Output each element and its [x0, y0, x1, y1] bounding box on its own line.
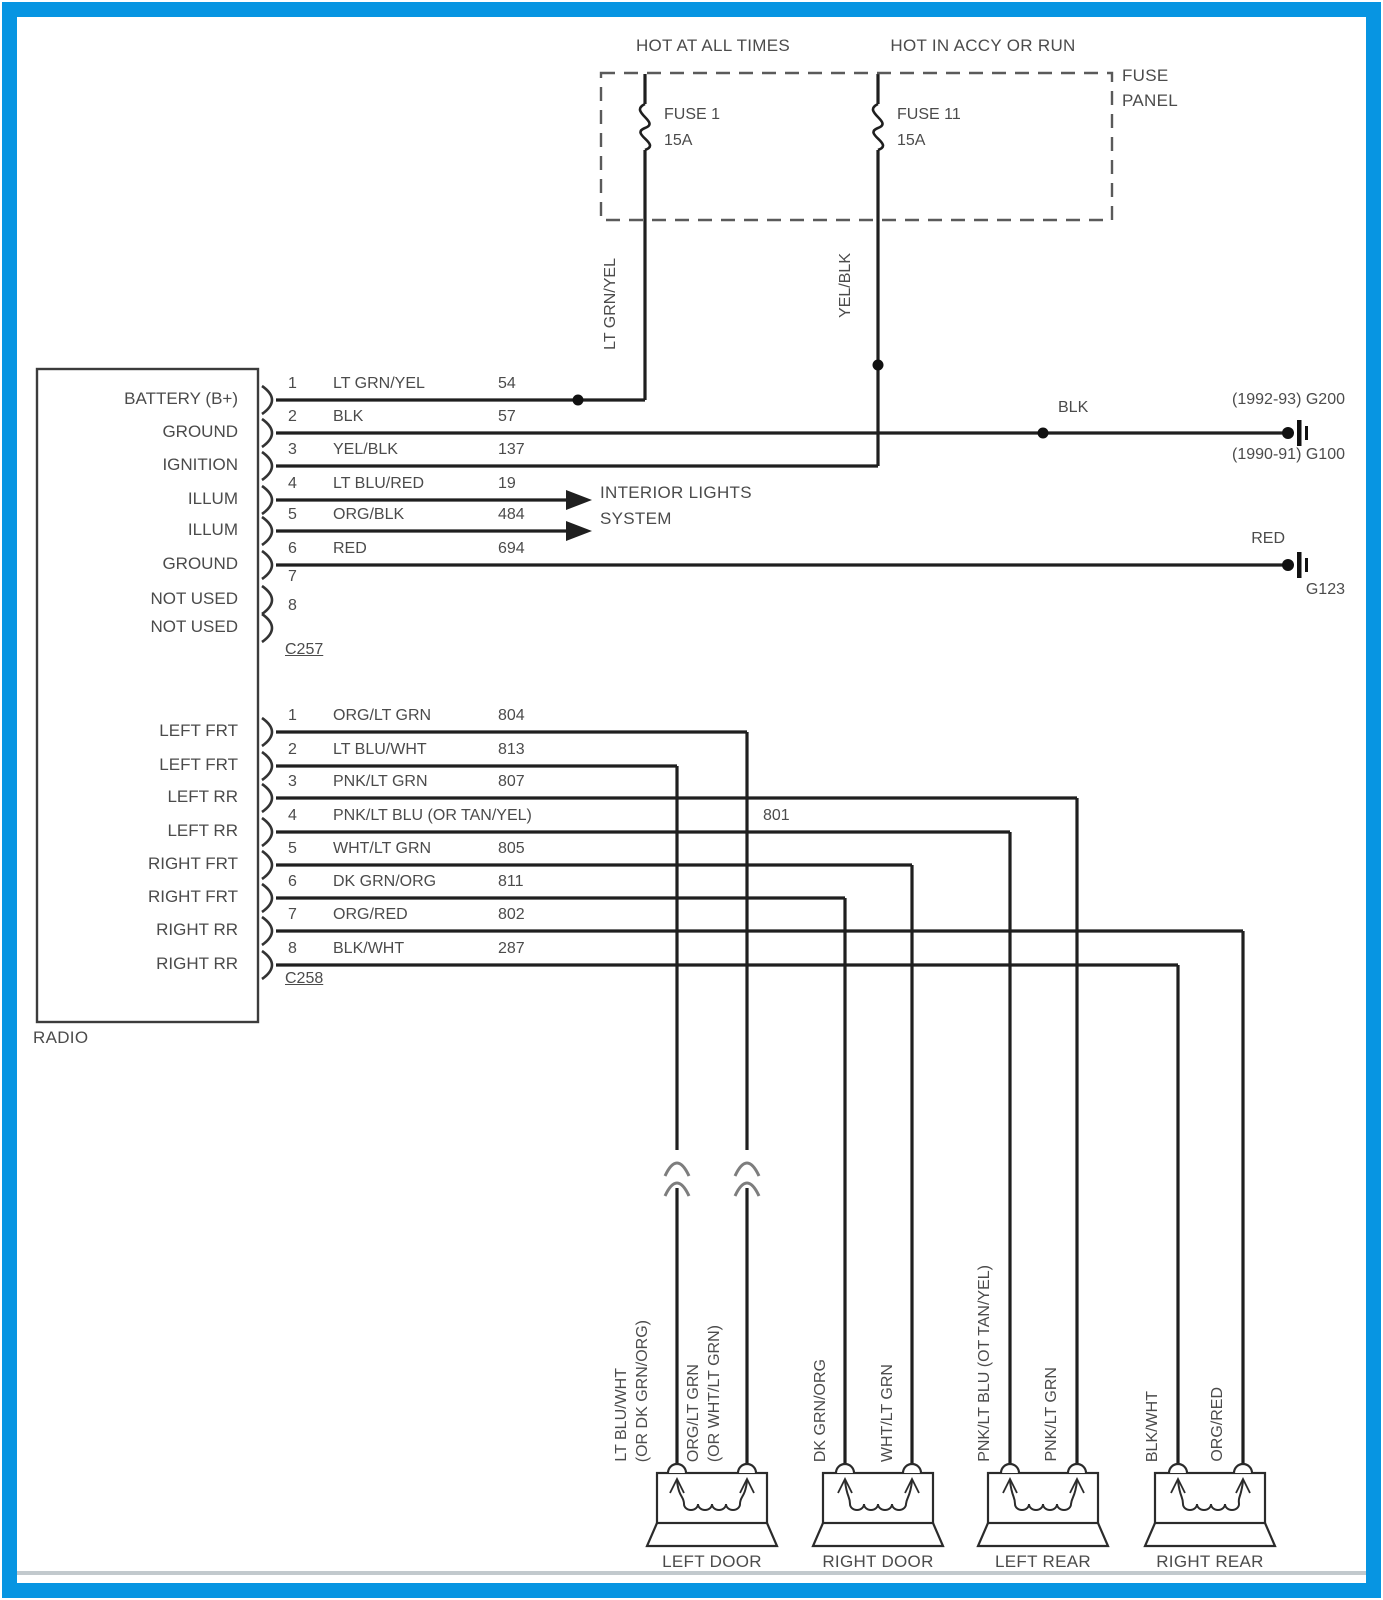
c257-wire-1: LT GRN/YEL [333, 375, 425, 392]
speaker-wire-label-pnk-lt-blu [976, 1265, 994, 1462]
speaker-name-right-rear: RIGHT REAR [1156, 1552, 1264, 1571]
speaker-wire-label-pnk-lt-grn [1043, 1367, 1061, 1462]
fuse-11-symbol [873, 104, 883, 150]
c257-wire-2: BLK [333, 408, 364, 425]
c258-ckt-6: 811 [498, 873, 524, 890]
c257-ckt-1: 54 [498, 375, 516, 392]
c258-wire-3: PNK/LT GRN [333, 773, 428, 790]
wire-color-text: LT BLU/WHT [613, 1368, 630, 1462]
wire-color-text: BLK/WHT [1144, 1390, 1161, 1462]
c258-pin-5: 5 [288, 840, 297, 857]
radio-fn-left-frt-1: LEFT FRT [159, 721, 238, 740]
feed-header-hot-at-all-times: HOT AT ALL TIMES [635, 36, 791, 55]
ground-symbol-g200 [1282, 420, 1308, 446]
c258-ckt-1: 804 [498, 707, 525, 724]
radio-fn-ground-1: GROUND [162, 422, 238, 441]
speaker-left-door [647, 1464, 777, 1546]
c258-ckt-5: 805 [498, 840, 525, 857]
fuse-1-symbol [640, 104, 650, 150]
radio-fn-ignition: IGNITION [162, 455, 238, 474]
speaker-right-rear [1145, 1464, 1275, 1546]
c258-wire-1: ORG/LT GRN [333, 707, 432, 724]
wire-color-text: PNK/LT GRN [1043, 1367, 1060, 1462]
radio-fn-illum-1: ILLUM [187, 489, 238, 508]
ground-label-g123: G123 [1305, 581, 1345, 598]
speaker-name-left-rear: LEFT REAR [995, 1552, 1091, 1571]
c258-ckt-4: 801 [763, 807, 790, 824]
feed-header-hot-in-accy: HOT IN ACCY OR RUN [890, 36, 1076, 55]
feed-wire-label-lt-grn-yel [602, 258, 620, 350]
interior-lights-arrows [566, 490, 592, 541]
c257-wire-6: RED [333, 540, 367, 557]
c257-ckt-6: 694 [498, 540, 525, 557]
c257-wires [276, 400, 1284, 565]
radio-fn-battery: BATTERY (B+) [124, 389, 238, 408]
c258-wire-4: PNK/LT BLU (OR TAN/YEL) [333, 807, 532, 824]
c258-wire-7: ORG/RED [333, 906, 408, 923]
ground-label-g100: (1990-91) G100 [1232, 446, 1345, 463]
c257-pin-5: 5 [288, 506, 297, 523]
c258-wire-8: BLK/WHT [333, 940, 405, 957]
radio-fn-left-rr-2: LEFT RR [167, 821, 238, 840]
wire-color-alt-text: (OR DK GRN/ORG) [634, 1319, 651, 1462]
c258-pin-3: 3 [288, 773, 297, 790]
bottom-divider-rule [17, 1571, 1366, 1575]
c257-wire-5: ORG/BLK [333, 506, 405, 523]
c258-ckt-7: 802 [498, 906, 525, 923]
ground-symbol-g123 [1282, 552, 1308, 578]
speaker-wire-label-org-red [1209, 1387, 1227, 1462]
c258-pin-6: 6 [288, 873, 297, 890]
wire-color-text: DK GRN/ORG [812, 1358, 829, 1462]
wire-color-alt-text: (OR WHT/LT GRN) [706, 1324, 723, 1462]
interior-lights-label-2: SYSTEM [600, 509, 672, 528]
speaker-name-right-door: RIGHT DOOR [822, 1552, 934, 1571]
wire-color-text: WHT/LT GRN [879, 1363, 896, 1462]
feed-wire-label-yel-blk [837, 253, 855, 318]
radio-label: RADIO [33, 1028, 89, 1047]
ground-label-g200: (1992-93) G200 [1232, 391, 1345, 408]
c258-wire-2: LT BLU/WHT [333, 741, 427, 758]
wire-color-text: PNK/LT BLU (OT TAN/YEL) [976, 1265, 993, 1462]
speaker-drop-wires [677, 732, 1243, 1464]
c258-pin-7: 7 [288, 906, 297, 923]
c257-ckt-5: 484 [498, 506, 525, 523]
wire-color-text: ORG/LT GRN [685, 1363, 702, 1462]
c257-ckt-2: 57 [498, 408, 516, 425]
c257-pin-4: 4 [288, 475, 297, 492]
radio-fn-right-rr-2: RIGHT RR [156, 954, 238, 973]
c258-ckt-3: 807 [498, 773, 525, 790]
c258-connector-label: C258 [285, 970, 324, 987]
radio-fn-ground-2: GROUND [162, 554, 238, 573]
speaker-wire-label-blk-wht [1144, 1391, 1162, 1462]
radio-fn-left-frt-2: LEFT FRT [159, 755, 238, 774]
speaker-left-rear [978, 1464, 1108, 1546]
fuse-1-name: FUSE 1 [664, 106, 721, 123]
c257-pin-3: 3 [288, 441, 297, 458]
c257-pin-1: 1 [288, 375, 297, 392]
red-wire-label: RED [1251, 530, 1285, 547]
speaker-wire-label-lt-blu-wht [613, 1320, 652, 1462]
c258-wire-5: WHT/LT GRN [333, 840, 432, 857]
c258-pin-4: 4 [288, 807, 297, 824]
speaker-wire-label-wht-lt-grn [879, 1364, 897, 1462]
c257-wire-3: YEL/BLK [333, 441, 398, 458]
c257-connector-cups [262, 386, 272, 642]
wire-color-text: YEL/BLK [837, 253, 854, 318]
c258-ckt-8: 287 [498, 940, 525, 957]
c257-wire-4: LT BLU/RED [333, 475, 424, 492]
speaker-name-left-door: LEFT DOOR [662, 1552, 762, 1571]
wire-color-text: ORG/RED [1209, 1387, 1226, 1462]
speaker-wire-label-org-lt-grn [685, 1325, 724, 1462]
c257-pin-8: 8 [288, 597, 297, 614]
c258-pin-2: 2 [288, 741, 297, 758]
fuse-1-rating: 15A [664, 132, 693, 149]
radio-fn-right-frt-2: RIGHT FRT [147, 887, 238, 906]
c258-connector-cups [262, 718, 272, 979]
c257-pin-7: 7 [288, 568, 297, 585]
c258-pin-1: 1 [288, 707, 297, 724]
c257-pin-2: 2 [288, 408, 297, 425]
fuse-11-rating: 15A [897, 132, 926, 149]
c258-ckt-2: 813 [498, 741, 525, 758]
c257-ckt-3: 137 [498, 441, 525, 458]
radio-fn-not-used-1: NOT USED [150, 589, 238, 608]
fuse-11-name: FUSE 11 [897, 106, 961, 123]
fuse-panel-label-line2: PANEL [1122, 91, 1178, 110]
radio-fn-not-used-2: NOT USED [150, 617, 238, 636]
radio-fn-right-frt-1: RIGHT FRT [147, 854, 238, 873]
fuse-panel-label-line1: FUSE [1122, 66, 1169, 85]
speaker-right-door [813, 1464, 943, 1546]
speaker-wire-label-dk-grn-org [812, 1359, 830, 1462]
interior-lights-label-1: INTERIOR LIGHTS [600, 483, 752, 502]
c258-pin-8: 8 [288, 940, 297, 957]
wire-color-text: LT GRN/YEL [602, 258, 619, 350]
wire-break-symbols [665, 1163, 759, 1196]
c257-pin-6: 6 [288, 540, 297, 557]
blk-wire-label: BLK [1058, 399, 1089, 416]
c257-ckt-4: 19 [498, 475, 516, 492]
c258-wire-6: DK GRN/ORG [333, 873, 437, 890]
radio-fn-illum-2: ILLUM [187, 520, 238, 539]
c257-connector-label: C257 [285, 641, 324, 658]
radio-fn-left-rr-1: LEFT RR [167, 787, 238, 806]
radio-fn-right-rr-1: RIGHT RR [156, 920, 238, 939]
